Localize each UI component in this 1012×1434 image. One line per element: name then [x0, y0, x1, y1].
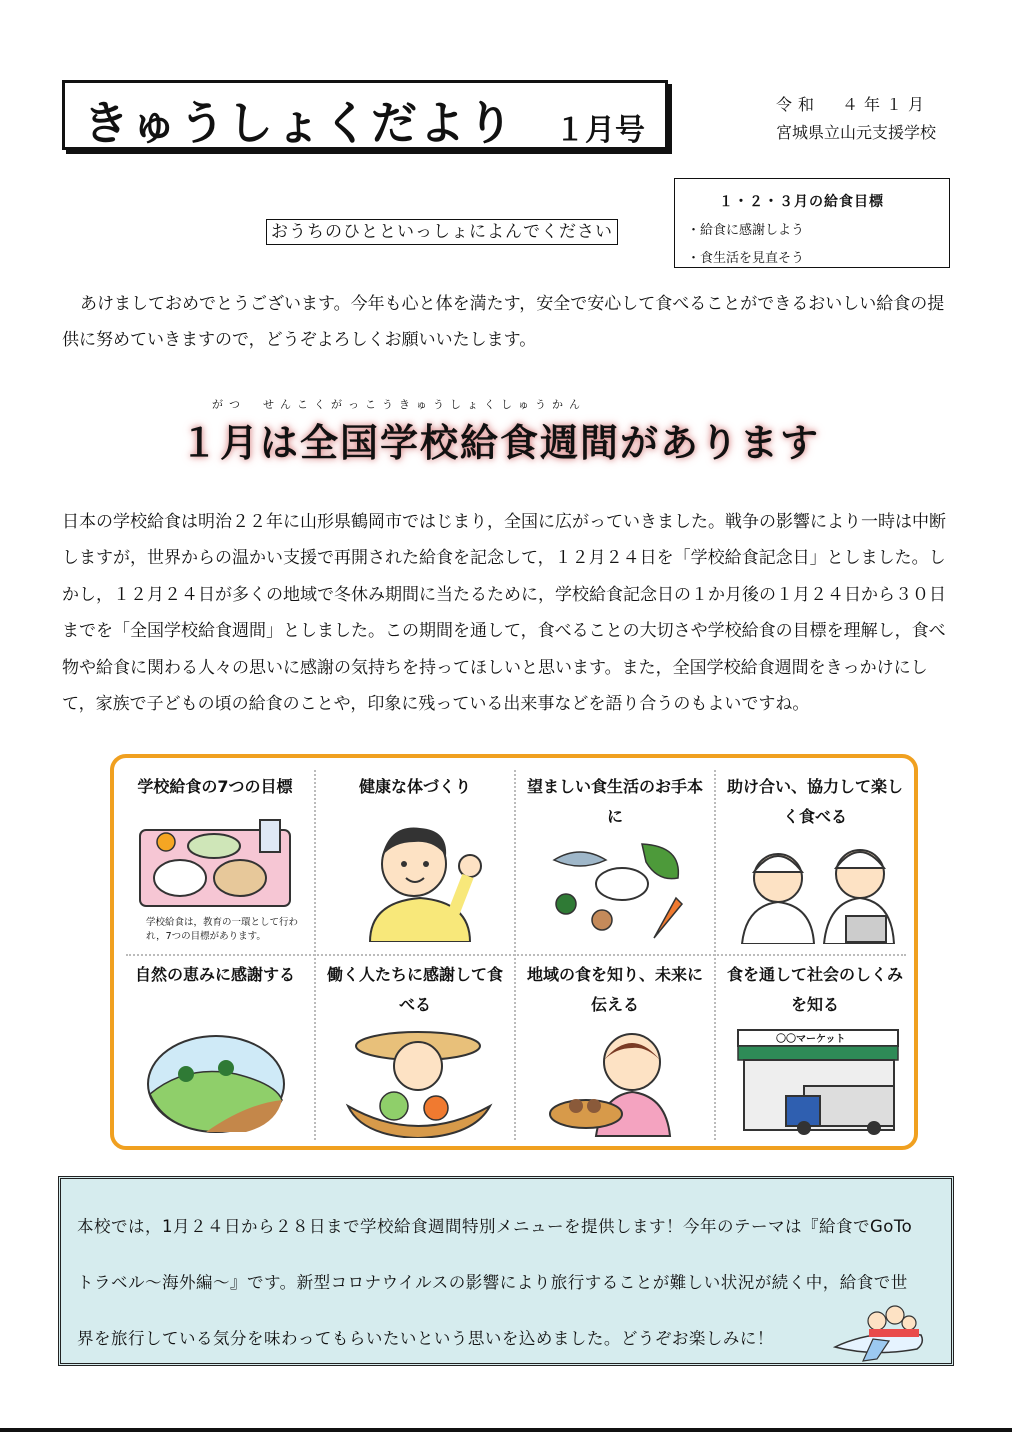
goal-cell-cooperate	[720, 766, 910, 950]
nature-landscape-icon	[146, 1034, 286, 1134]
menu-text-line: 界を旅行している気分を味わってもらいたいという思いを込めました。どうぞお楽しみに！	[77, 1329, 774, 1348]
goal-cell-thank-workers	[320, 960, 510, 1144]
menu-text-line: 本校では，1月２４日から２８日まで学校給食週間特別メニューを提供します！今年のテーマは『給食でGoTo	[77, 1217, 913, 1236]
issue-label: １月号	[555, 113, 645, 148]
intro-paragraph: あけましておめでとうございます。今年も心と体を満たす，安全で安心して食べることができるおいしい給食の提供に努めていきますので，どうぞよろしくお願いいたします。	[62, 294, 945, 350]
school-name: 宮城県立山元支援学校	[776, 123, 937, 142]
cell-title: 望ましい食生活のお手本に	[526, 777, 703, 826]
goals-title: １・２・３月の給食目標	[719, 194, 884, 210]
bottom-rule	[0, 1428, 1012, 1432]
read-together-notice: おうちのひとといっしょによんでください	[266, 219, 618, 245]
goal-cell-seven-goals	[120, 766, 310, 950]
farmer-vegetables-icon	[344, 1026, 494, 1138]
goal-cell-local-food	[520, 960, 710, 1144]
goal-cell-healthy-body	[320, 766, 510, 950]
headline-ruby: がつ せんこくがっこうきゅうしょくしゅうかん	[212, 398, 586, 411]
seven-goals-note: 学校給食は，教育の一環として行われ，7つの目標があります。	[146, 917, 299, 942]
title-box	[62, 80, 668, 150]
cell-title: 学校給食の7つの目標	[137, 777, 293, 796]
cell-title: 地域の食を知り、未来に伝える	[526, 965, 703, 1014]
school-lunch-goals-panel	[110, 754, 918, 1150]
goal-cell-society	[720, 960, 910, 1144]
cell-title: 助け合い、協力して楽しく食べる	[726, 777, 903, 826]
cell-title: 健康な体づくり	[358, 777, 471, 796]
lunch-tray-icon	[136, 816, 296, 912]
newsletter-title: きゅうしょくだより	[83, 96, 515, 150]
issue-date: 令和 ４年１月	[776, 95, 931, 114]
monthly-goals-box	[674, 178, 950, 268]
goal-item: ・給食に感謝しよう	[687, 223, 805, 238]
food-groups-icon	[550, 842, 690, 942]
divider	[126, 954, 906, 956]
goal-cell-nature	[120, 960, 310, 1144]
local-food-child-icon	[546, 1026, 696, 1138]
special-menu-box	[58, 1176, 954, 1366]
menu-text-line: トラベル～海外編～』です。新型コロナウイルスの影響により旅行することが難しい状況が続く中，給食で世	[77, 1273, 908, 1292]
airplane-family-icon	[833, 1299, 925, 1365]
goal-cell-good-diet	[520, 766, 710, 950]
cell-title: 自然の恵みに感謝する	[134, 965, 295, 984]
cell-title: 食を通して社会のしくみを知る	[726, 965, 903, 1014]
goal-item: ・食生活を見直そう	[687, 251, 805, 266]
cell-title: 働く人たちに感謝して食べる	[326, 965, 503, 1014]
serving-children-icon	[736, 836, 900, 944]
shop-sign: 〇〇マーケット	[776, 1034, 846, 1045]
body-paragraph: 日本の学校給食は明治２２年に山形県鶴岡市ではじまり，全国に広がっていきました。戦争の影響により一時は中断しますが，世界からの温かい支援で再開された給食を記念して，１２月２４日を「学校給食記念日」としました。しかし，１２月２４日が多くの地域で冬休み期間に当たるために，学校給食記念日の１か月後の１月２４日から３０日までを「全国学校給食週間」としました。この期間を通して，食べることの大切さや学校給食の目標を理解し，食べ物や給食に関わる人々の思いに感謝の気持ちを持ってほしいと思います。また，全国学校給食週間をきっかけにして，家族で子どもの頃の給食のことや，印象に残っている出来事などを語り合うのもよいですね。	[62, 512, 946, 715]
healthy-child-icon	[350, 816, 490, 942]
headline: １月は全国学校給食週間があります	[180, 421, 821, 465]
